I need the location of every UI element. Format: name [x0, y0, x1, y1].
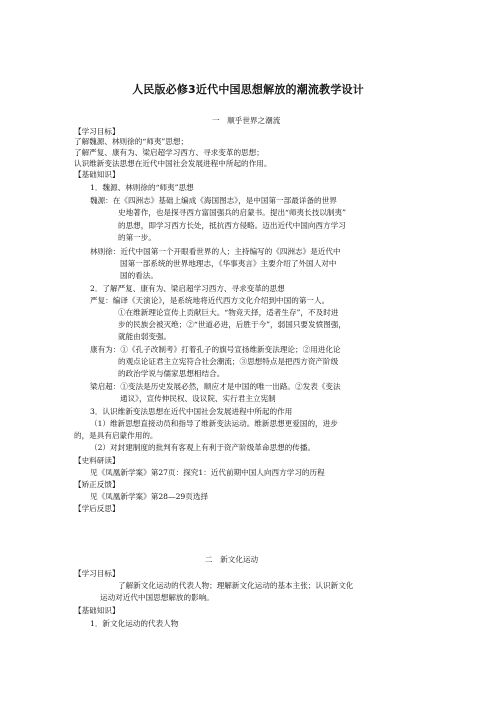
objectives-label: 【学习目标】	[74, 127, 120, 136]
weiyuan-line: 魏源：在《四洲志》基础上编成《海国图志》，是中国第一部最详备的世界	[90, 196, 337, 205]
yanfu-line: 严复：编译《天演论》，是系统地将近代西方文化介绍到中国的第一人。	[90, 296, 330, 305]
liangqichao-line: 梁启超：①变法是历史发展必然，顺应才是中国的唯一出路。②发表《变法	[90, 382, 341, 391]
objective-line: 了解严复、康有为、梁启超学习西方、寻求变革的思想；	[74, 148, 264, 157]
item-heading: 1．魏源、林则徐的“师夷”思想	[90, 183, 194, 192]
basics-label: 【基础知识】	[74, 170, 120, 179]
linzexu-line: 国第一部系统的世界地理志，《华事夷言》主要介绍了外国人对中	[120, 259, 337, 268]
objective-line: 了解新文化运动的代表人物；理解新文化运动的基本主张；认识新文化	[118, 581, 354, 590]
document-title: 人民版必修3近代中国思想解放的潮流教学设计	[132, 83, 364, 96]
weiyuan-line: 的思想，即学习西方长处，抵抗西方侵略。迈出近代中国向西方学习	[118, 221, 346, 230]
yanfu-line: 步的民族会被灭绝；②“世道必进，后胜于今”，弱国只要发愤图强，	[118, 320, 346, 329]
weiyuan-line: 的第一步。	[118, 233, 156, 242]
weiyuan-line: 史地著作，也是探寻西方富国强兵的启蒙书。提出“师夷长技以制夷”	[118, 208, 346, 217]
objective-line: 认识维新变法思想在近代中国社会发展进程中所起的作用。	[74, 159, 272, 168]
item-heading: 3．认识维新变法思想在近代中国社会发展进程中所起的作用	[90, 407, 293, 416]
section1-heading: 一 顺乎世界之潮流	[212, 116, 281, 125]
kangyouwei-line: 康有为：①《孔子改制考》打着孔子的旗号宣扬维新变法理论；②用进化论	[90, 345, 341, 354]
effect-line: （1）维新思想直接动员和指导了维新变法运动。维新思想更爱国的，进步	[90, 419, 338, 428]
yanfu-line: 就能由弱变强。	[118, 332, 172, 341]
reflection-label: 【学后反思】	[74, 504, 120, 513]
kangyouwei-line: 的政治学说与儒家思想相结合。	[118, 369, 225, 378]
basics-label: 【基础知识】	[74, 606, 120, 615]
effect-line: （2）对封建制度的批判有客观上有利于资产阶级革命思想的传播。	[90, 443, 316, 452]
liangqichao-line: 通议》，宣传伸民权、设议院、实行君主立宪制	[120, 394, 276, 403]
linzexu-line: 林则徐：近代中国第一个开眼看世界的人；主持编写的《四洲志》是近代中	[90, 247, 341, 256]
feedback-label: 【矫正反馈】	[74, 480, 120, 489]
item-heading: 1．新文化运动的代表人物	[90, 619, 179, 628]
section2-heading: 二 新文化运动	[205, 555, 259, 564]
item-heading: 2．了解严复、康有为、梁启超学习西方、寻求变革的思想	[90, 284, 285, 293]
feedback-text: 见《凤凰新学案》第28—29页选择	[90, 492, 209, 501]
kangyouwei-line: 的观点论证君主立宪符合社会潮流；③思想特点是把西方资产阶级	[118, 357, 339, 366]
research-text: 见《凤凰新学案》第27页：探究1：近代前期中国人向西方学习的历程	[90, 468, 325, 477]
linzexu-line: 国的看法。	[120, 271, 158, 280]
objective-line: 运动对近代中国思想解放的影响。	[100, 593, 214, 602]
objective-line: 了解魏源、林则徐的“师夷”思想；	[74, 137, 189, 146]
yanfu-line: ①在维新理论宣传上贡献巨大。“物竞天择，适者生存”，不及时进	[118, 308, 339, 317]
objectives-label: 【学习目标】	[74, 569, 120, 578]
research-label: 【史料研读】	[74, 456, 120, 465]
effect-line: 的，是具有启蒙作用的。	[74, 431, 158, 440]
